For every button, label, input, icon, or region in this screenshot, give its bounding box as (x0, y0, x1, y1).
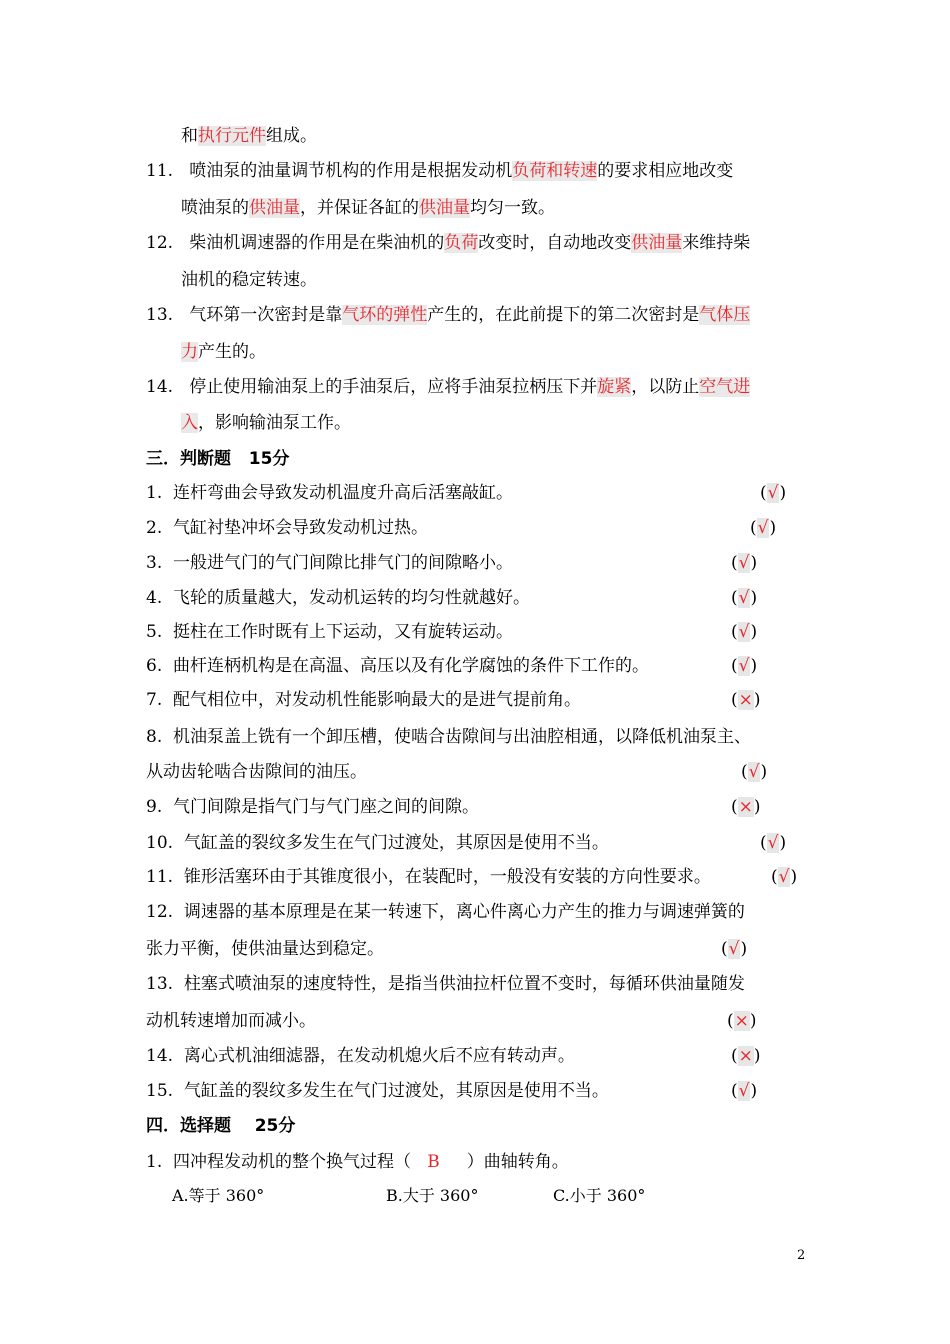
answer-mark: √ (767, 833, 779, 853)
judge-mark-5: (√) (731, 622, 758, 642)
answer-mark: √ (738, 622, 750, 642)
judge-item-14: 14. 离心式机油细滤器，在发动机熄火后不应有转动声。 (146, 1046, 575, 1066)
answer-mark: × (738, 797, 753, 817)
judge-item-2: 2. 气缸衬垫冲坏会导致发动机过热。 (146, 518, 429, 538)
answer-text: 空气进 (699, 377, 751, 397)
page-number: 2 (797, 1248, 806, 1263)
fill-question-11: 11. 喷油泵的油量调节机构的作用是根据发动机负荷和转速的要求相应地改变 (146, 161, 734, 181)
answer-text: 供油量 (631, 233, 683, 253)
answer-mark: × (738, 690, 753, 710)
answer-text: 负荷 (444, 233, 479, 253)
section-heading-judge: 三．判断题 15分 (146, 449, 290, 469)
judge-item-10: 10. 气缸盖的裂纹多发生在气门过渡处，其原因是使用不当。 (146, 833, 609, 853)
choice-question-1: 1. 四冲程发动机的整个换气过程（ B ）曲轴转角。 (146, 1152, 569, 1172)
judge-item-15: 15. 气缸盖的裂纹多发生在气门过渡处，其原因是使用不当。 (146, 1081, 609, 1101)
judge-item-8-cont: 从动齿轮啮合齿隙间的油压。 (146, 762, 367, 782)
section-heading-choice: 四．选择题 25分 (146, 1116, 296, 1136)
judge-item-6: 6. 曲杆连柄机构是在高温、高压以及有化学腐蚀的条件下工作的。 (146, 656, 650, 676)
answer-mark: √ (748, 762, 760, 782)
judge-mark-8: (√) (741, 762, 768, 782)
choice-option-c: C.小于 360° (553, 1186, 646, 1205)
answer-text: 力 (181, 342, 198, 362)
judge-item-7: 7. 配气相位中，对发动机性能影响最大的是进气提前角。 (146, 690, 582, 710)
judge-mark-10: (√) (760, 833, 787, 853)
judge-item-1: 1. 连杆弯曲会导致发动机温度升高后活塞敲缸。 (146, 483, 514, 503)
judge-item-9: 9. 气门间隙是指气门与气门座之间的间隙。 (146, 797, 480, 817)
judge-mark-11: (√) (771, 867, 798, 887)
judge-item-8: 8. 机油泵盖上铣有一个卸压槽，使啮合齿隙间与出油腔相通，以降低机油泵主、 (146, 727, 752, 747)
answer-text: 执行元件 (198, 126, 266, 146)
fill-question-13-cont: 力产生的。 (181, 342, 266, 362)
answer-text: 入 (181, 413, 198, 433)
answer-mark: √ (778, 867, 790, 887)
choice-option-a: A.等于 360° (172, 1186, 265, 1205)
judge-mark-14: (×) (731, 1046, 761, 1066)
judge-item-13: 13. 柱塞式喷油泵的速度特性，是指当供油拉杆位置不变时，每循环供油量随发 (146, 974, 745, 994)
judge-mark-1: (√) (760, 483, 787, 503)
judge-item-12-cont: 张力平衡，使供油量达到稳定。 (146, 939, 384, 959)
fill-question-14: 14. 停止使用输油泵上的手油泵后，应将手油泵拉柄压下并旋紧，以防止空气进 (146, 377, 751, 397)
answer-mark: √ (738, 553, 750, 573)
judge-item-13-cont: 动机转速增加而减小。 (146, 1011, 316, 1031)
answer-mark: × (734, 1011, 749, 1031)
judge-mark-3: (√) (731, 553, 758, 573)
judge-item-3: 3. 一般进气门的气门间隙比排气门的间隙略小。 (146, 553, 514, 573)
judge-mark-2: (√) (750, 518, 777, 538)
fill-question-14-cont: 入，影响输油泵工作。 (181, 413, 351, 433)
choice-option-b: B.大于 360° (386, 1186, 479, 1205)
answer-mark: √ (728, 939, 740, 959)
answer-text: 气环的弹性 (342, 305, 428, 325)
judge-mark-13: (×) (727, 1011, 757, 1031)
judge-mark-15: (√) (731, 1081, 758, 1101)
answer-mark: √ (738, 656, 750, 676)
fill-line-0: 和执行元件组成。 (181, 126, 317, 146)
choice-answer: B (427, 1152, 440, 1172)
judge-item-11: 11. 锥形活塞环由于其锥度很小，在装配时，一般没有安装的方向性要求。 (146, 867, 711, 887)
judge-mark-7: (×) (731, 690, 761, 710)
judge-mark-12: (√) (721, 939, 748, 959)
answer-mark: √ (767, 483, 779, 503)
answer-mark: √ (757, 518, 769, 538)
answer-text: 气体压 (699, 305, 751, 325)
fill-question-13: 13. 气环第一次密封是靠气环的弹性产生的，在此前提下的第二次密封是气体压 (146, 305, 751, 325)
judge-mark-4: (√) (731, 588, 758, 608)
judge-item-5: 5. 挺柱在工作时既有上下运动，又有旋转运动。 (146, 622, 514, 642)
answer-mark: × (738, 1046, 753, 1066)
fill-question-12: 12. 柴油机调速器的作用是在柴油机的负荷改变时，自动地改变供油量来维持柴 (146, 233, 751, 253)
answer-mark: √ (738, 1081, 750, 1101)
answer-text: 供油量 (419, 198, 470, 218)
answer-text: 旋紧 (597, 377, 632, 397)
judge-item-12: 12. 调速器的基本原理是在某一转速下，离心件离心力产生的推力与调速弹簧的 (146, 902, 745, 922)
answer-text: 负荷和转速 (512, 161, 598, 181)
judge-mark-6: (√) (731, 656, 758, 676)
judge-mark-9: (×) (731, 797, 761, 817)
judge-item-4: 4. 飞轮的质量越大，发动机运转的均匀性就越好。 (146, 588, 531, 608)
fill-question-11-cont: 喷油泵的供油量，并保证各缸的供油量均匀一致。 (181, 198, 555, 218)
answer-mark: √ (738, 588, 750, 608)
fill-question-12-cont: 油机的稳定转速。 (181, 270, 317, 290)
answer-text: 供油量 (249, 198, 300, 218)
